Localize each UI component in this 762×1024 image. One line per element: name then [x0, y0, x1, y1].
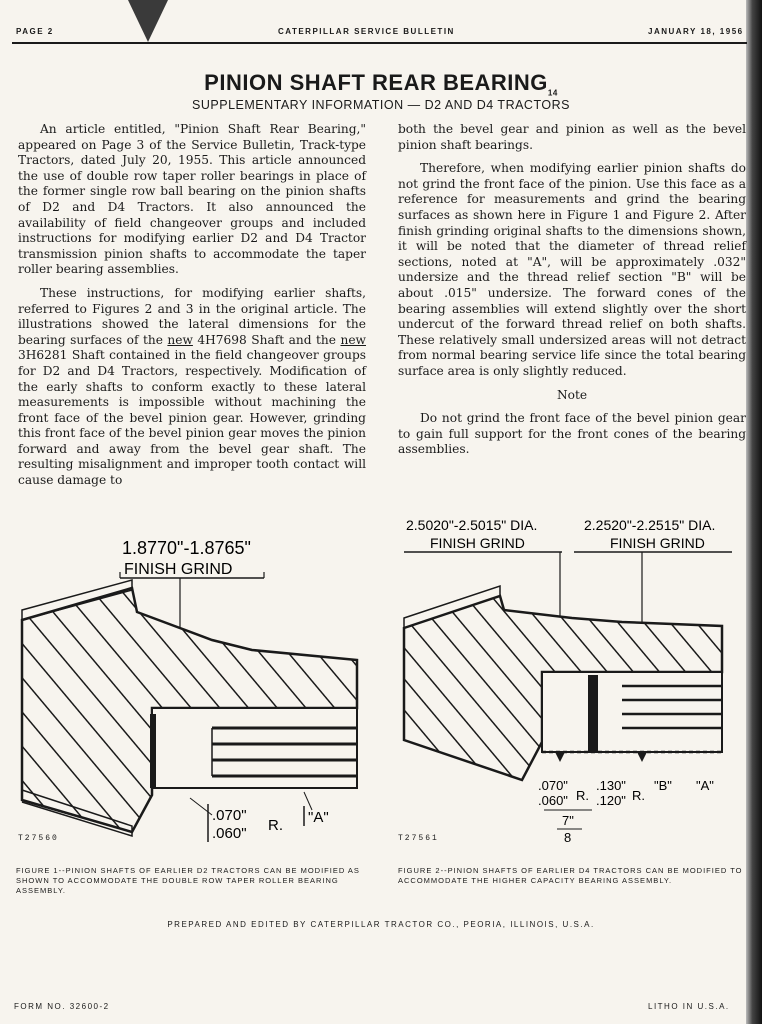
fig1-radius-unit: R. [268, 817, 283, 834]
fig2-left-finish: FINISH GRIND [430, 535, 525, 551]
fig2-radius1-min: .060" [538, 793, 568, 808]
right-column [398, 122, 746, 466]
fig2-thread-relief-b: "B" [654, 778, 672, 793]
fig2-caption: FIGURE 2--PINION SHAFTS OF EARLIER D4 TRACTORS CAN BE MODIFIED TO ACCOMMODATE THE HIGHER CAPACITY BEARING ASSEMBLY. [398, 866, 743, 885]
issue-date: JANUARY 18, 1956 [648, 27, 744, 36]
fig2-radius2-max: .130" [596, 778, 626, 793]
figure-1-drawing [12, 530, 374, 850]
binding-edge [746, 0, 762, 1024]
page-number: PAGE 2 [16, 27, 54, 36]
paragraph: both the bevel gear and pinion as well as the bevel pinion shaft bearings. [398, 122, 746, 152]
fig1-tag: T27560 [18, 834, 59, 843]
paragraph: Do not grind the front face of the bevel pinion gear to gain full support for the front cones of the bearing assemblies. [398, 411, 746, 457]
punch-mark [128, 0, 168, 42]
figure-2-drawing [392, 510, 744, 850]
header-rule [12, 42, 747, 44]
fig2-radius1-unit: R. [576, 788, 589, 803]
fig2-radius2-min: .120" [596, 793, 626, 808]
publication-name: CATERPILLAR SERVICE BULLETIN [278, 27, 455, 36]
note-heading: Note [556, 387, 588, 402]
fig2-length-num: 7" [562, 813, 574, 828]
fig1-radius-max: .070" [212, 807, 247, 824]
form-number: FORM NO. 32600-2 [14, 1002, 110, 1011]
fig2-radius2-unit: R. [632, 788, 645, 803]
fig2-tag: T27561 [398, 834, 439, 843]
paragraph: An article entitled, "Pinion Shaft Rear Bearing," appeared on Page 3 of the Service Bulletin, Track-type Tractors, dated July 20, 1955. This article announced the use of double row taper roller bearings in place of the former single row ball bearing on the pinion shafts of D2 and D4 Tractors. It also announced the availability of field changeover groups and included instructions for modifying earlier D2 and D4 Tractor transmission pinion shafts to accommodate the taper roller bearing assemblies. [18, 122, 366, 277]
fig2-length-den: 8 [564, 830, 572, 845]
paragraph: These instructions, for modifying earlier shafts, referred to Figures 2 and 3 in the original article. The illustrations showed the lateral dimensions for the bearing surfaces of the new 4H7698 Shaft and the new 3H6281 Shaft contained in the field changeover groups for D2 and D4 Tractors, respectively. Modification of the early shafts to conform exactly to these lateral measurements is impossible without machining the front face of the bevel pinion gear. However, grinding this front face of the bevel pinion gear moves the pinion forward and away from the bevel gear shaft. The resulting misalignment and improper tooth contact will cause damage to [18, 285, 366, 488]
page-subtitle: SUPPLEMENTARY INFORMATION — D2 AND D4 TRACTORS [192, 98, 570, 112]
fig1-caption: FIGURE 1--PINION SHAFTS OF EARLIER D2 TRACTORS CAN BE MODIFIED AS SHOWN TO ACCOMMODATE THE DOUBLE ROW TAPER ROLLER BEARING ASSEMBLY. [16, 866, 360, 895]
fig2-radius1-max: .070" [538, 778, 568, 793]
left-column [18, 122, 366, 497]
fig1-thread-relief-a: "A" [308, 809, 329, 826]
printed-in: LITHO IN U.S.A. [648, 1002, 730, 1011]
fig2-thread-relief-a: "A" [696, 778, 714, 793]
fig1-finish-grind-label: FINISH GRIND [124, 561, 233, 578]
fig2-left-diameter: 2.5020"-2.5015" DIA. [406, 517, 538, 533]
fig1-diameter-label: 1.8770"-1.8765" [122, 538, 251, 558]
paragraph: Therefore, when modifying earlier pinion shafts do not grind the front face of the pinion. Use this face as a reference for measurements and grind the bearing surfaces as shown here in Figure 1 and Figure 2. After finish grinding original shafts to the dimensions shown, it will be noted that the diameter of thread relief sections, noted at "A", will be approximately .032" undersize and the thread relief section "B" will be about .015" undersize. The forward cones of the bearing assemblies will extend slightly over the short undercut of the forward thread relief on both shafts. These relatively small undersized areas will not detract from normal bearing service life since the total bearing surface area is only slightly reduced. [398, 161, 746, 378]
page-title: PINION SHAFT REAR $BEARING_{14}$ [204, 70, 558, 98]
fig1-radius-min: .060" [212, 825, 247, 842]
prepared-by: PREPARED AND EDITED BY CATERPILLAR TRACTOR CO., PEORIA, ILLINOIS, U.S.A. [167, 920, 595, 929]
fig2-right-finish: FINISH GRIND [610, 535, 705, 551]
fig2-right-diameter: 2.2520"-2.2515" DIA. [584, 517, 716, 533]
